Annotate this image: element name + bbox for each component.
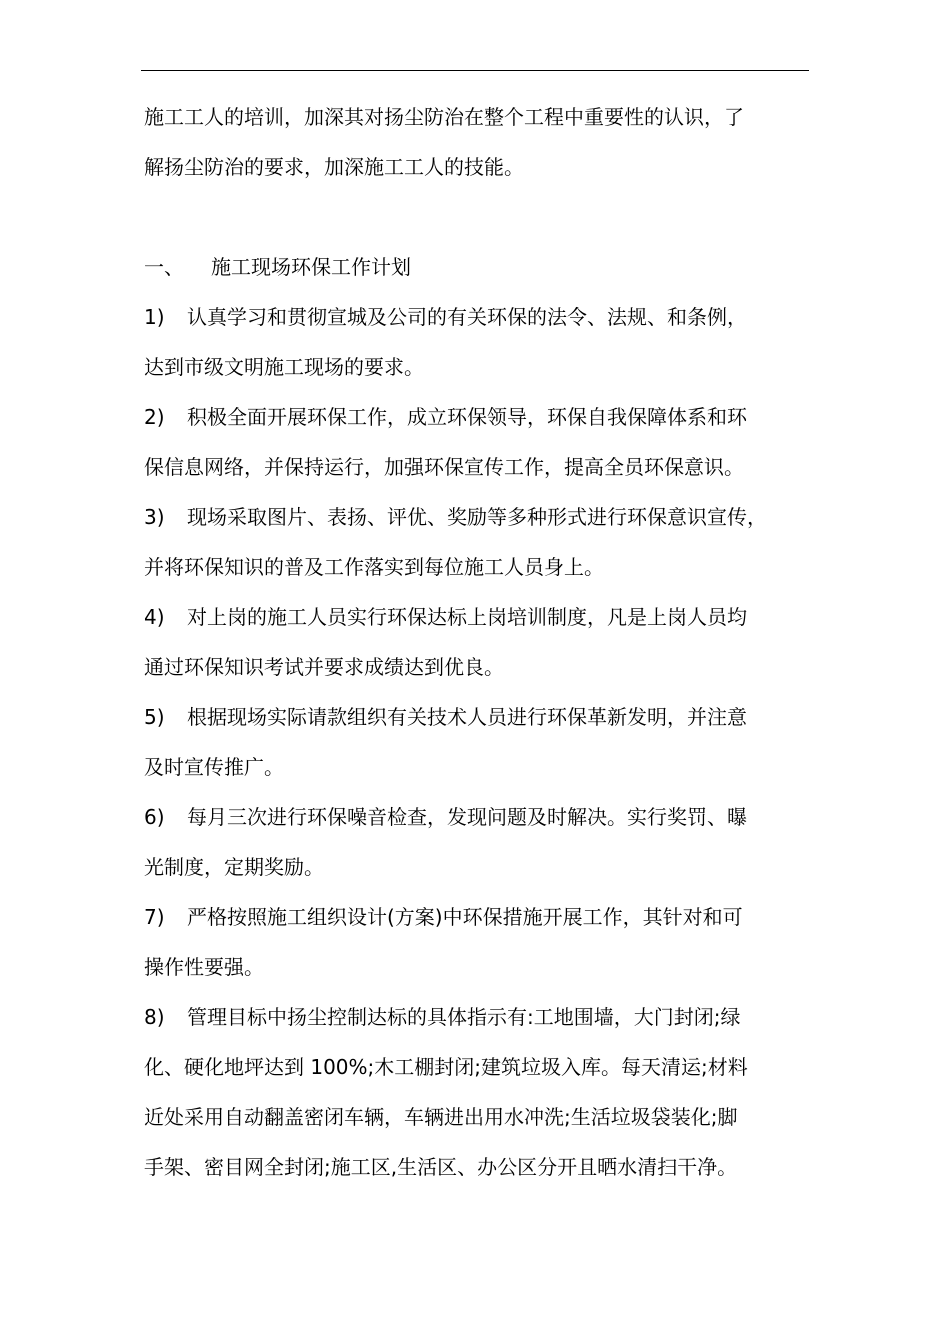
item-text: 管理目标中扬尘控制达标的具体指示有:工地围墙，大门封闭;绿	[187, 1005, 741, 1029]
section-heading	[144, 242, 824, 292]
list-item-5	[144, 692, 824, 742]
section-title: 施工现场环保工作计划	[211, 255, 411, 279]
item-number: 6)	[144, 805, 165, 829]
list-item-8-cont-3: 手架、密目网全封闭;施工区,生活区、办公区分开且晒水清扫干净。	[144, 1155, 738, 1179]
item-number: 2)	[144, 405, 165, 429]
item-number: 8)	[144, 1005, 165, 1029]
header-rule	[141, 70, 809, 71]
list-item-8-cont-1: 化、硬化地坪达到 100%;木工棚封闭;建筑垃圾入库。每天清运;材料	[144, 1055, 748, 1079]
list-item-4-cont: 通过环保知识考试并要求成绩达到优良。	[144, 655, 504, 679]
list-item-8	[144, 992, 824, 1042]
item-text: 根据现场实际请款组织有关技术人员进行环保革新发明，并注意	[187, 705, 747, 729]
paragraph-gap	[144, 192, 824, 242]
item-text: 每月三次进行环保噪音检查，发现问题及时解决。实行奖罚、曝	[187, 805, 747, 829]
item-text: 积极全面开展环保工作，成立环保领导，环保自我保障体系和环	[187, 405, 747, 429]
item-number: 3)	[144, 505, 165, 529]
list-item-3-cont: 并将环保知识的普及工作落实到每位施工人员身上。	[144, 555, 604, 579]
list-item-5-cont: 及时宣传推广。	[144, 755, 284, 779]
item-number: 7)	[144, 905, 165, 929]
item-number: 4)	[144, 605, 165, 629]
item-text: 现场采取图片、表扬、评优、奖励等多种形式进行环保意识宣传，	[187, 505, 767, 529]
list-item-6	[144, 792, 824, 842]
intro-line-1: 施工工人的培训，加深其对扬尘防治在整个工程中重要性的认识，了	[144, 105, 744, 129]
item-number: 5)	[144, 705, 165, 729]
list-item-1-cont: 达到市级文明施工现场的要求。	[144, 355, 424, 379]
list-item-7	[144, 892, 824, 942]
item-number: 1)	[144, 305, 165, 329]
list-item-2	[144, 392, 824, 442]
document-body	[144, 92, 824, 1192]
item-text: 认真学习和贯彻宣城及公司的有关环保的法令、法规、和条例，	[187, 305, 747, 329]
list-item-8-cont-2: 近处采用自动翻盖密闭车辆，车辆进出用水冲洗;生活垃圾袋装化;脚	[144, 1105, 738, 1129]
list-item-1	[144, 292, 824, 342]
item-text: 对上岗的施工人员实行环保达标上岗培训制度，凡是上岗人员均	[187, 605, 747, 629]
list-item-4	[144, 592, 824, 642]
intro-line-2: 解扬尘防治的要求，加深施工工人的技能。	[144, 155, 524, 179]
list-item-6-cont: 光制度，定期奖励。	[144, 855, 324, 879]
list-item-7-cont: 操作性要强。	[144, 955, 264, 979]
section-number: 一、	[144, 255, 184, 279]
list-item-3	[144, 492, 824, 542]
item-text: 严格按照施工组织设计(方案)中环保措施开展工作，其针对和可	[187, 905, 743, 929]
list-item-2-cont: 保信息网络，并保持运行，加强环保宣传工作，提高全员环保意识。	[144, 455, 744, 479]
